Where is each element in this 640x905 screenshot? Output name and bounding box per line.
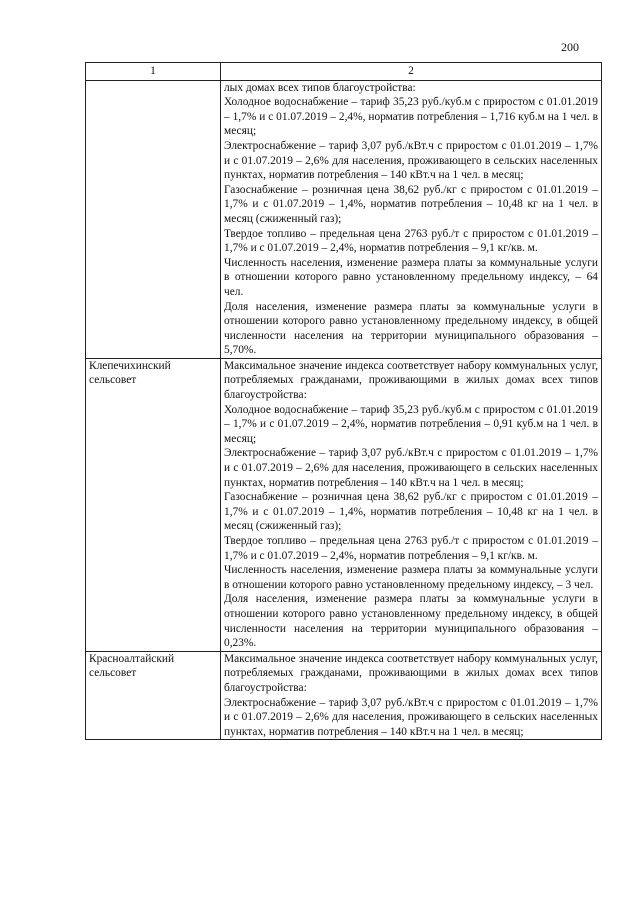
paragraph: Доля населения, изменение размера платы за коммунальные услуги в отношении которого равно установленному предельному индексу, в общей численности населения на территории муниципального образования – 5,70%. bbox=[224, 300, 598, 357]
data-table bbox=[85, 62, 602, 740]
paragraph: лых домах всех типов благоустройства: bbox=[224, 81, 416, 94]
paragraph: Твердое топливо – предельная цена 2763 руб./т с приростом с 01.01.2019 – 1,7% и с 01.07.2019 – 2,4%, норматив потребления – 9,1 кг/кв. м. bbox=[224, 535, 598, 562]
column-header-1: 1 bbox=[86, 63, 221, 81]
paragraph: Газоснабжение – розничная цена 38,62 руб./кг с приростом с 01.01.2019 – 1,7% и с 01.07.2019 – 1,4%, норматив потребления – 10,48 кг на 1 чел. в месяц (сжиженный газ); bbox=[224, 183, 598, 225]
paragraph: Электроснабжение – тариф 3,07 руб./кВт.ч с приростом с 01.01.2019 – 1,7% и с 01.07.2019 – 2,6% для населения, проживающего в сельских населенных пунктах, норматив потребления – 140 кВт.ч на 1 чел. в месяц; bbox=[224, 696, 598, 738]
description-cell bbox=[221, 651, 602, 740]
table-row bbox=[86, 651, 602, 740]
page-number: 200 bbox=[561, 40, 579, 54]
municipality-name-cell: Красноалтайский сельсовет bbox=[86, 651, 221, 740]
paragraph: Твердое топливо – предельная цена 2763 руб./т с приростом с 01.01.2019 – 1,7% и с 01.07.2019 – 2,4%, норматив потребления – 9,1 кг/кв. м. bbox=[224, 227, 598, 255]
description-cell bbox=[221, 80, 602, 358]
paragraph: Доля населения, изменение размера платы за коммунальные услуги в отношении которого равно установленному предельному индексу, в общей численности населения на территории муниципального образования – 0,23%. bbox=[224, 593, 598, 650]
paragraph: Электроснабжение – тариф 3,07 руб./кВт.ч с приростом с 01.01.2019 – 1,7% и с 01.07.2019 – 2,6% для населения, проживающего в сельских населенных пунктах, норматив потребления – 140 кВт.ч на 1 чел. в месяц; bbox=[224, 139, 598, 182]
municipality-name-cell: Клепечихинский сельсовет bbox=[86, 358, 221, 651]
table-row bbox=[86, 80, 602, 358]
description-cell bbox=[221, 358, 602, 651]
table-row bbox=[86, 358, 602, 651]
paragraph: Газоснабжение – розничная цена 38,62 руб./кг с приростом с 01.01.2019 – 1,7% и с 01.07.2019 – 1,4%, норматив потребления – 10,48 кг на 1 чел. в месяц (сжиженный газ); bbox=[224, 491, 598, 533]
municipality-name-cell bbox=[86, 80, 221, 358]
paragraph: Холодное водоснабжение – тариф 35,23 руб./куб.м с приростом с 01.01.2019 – 1,7% и с 01.07.2019 – 2,4%, норматив потребления – 0,91 куб.м на 1 чел. в месяц; bbox=[224, 403, 598, 445]
paragraph: Максимальное значение индекса соответствует набору коммунальных услуг, потребляемых гражданами, проживающими в жилых домах всех типов благоустройства: bbox=[224, 359, 598, 402]
paragraph: Холодное водоснабжение – тариф 35,23 руб./куб.м с приростом с 01.01.2019 – 1,7% и с 01.07.2019 – 2,4%, норматив потребления – 1,716 куб.м на 1 чел. в месяц; bbox=[224, 96, 598, 138]
table-header-row bbox=[86, 63, 602, 81]
paragraph: Электроснабжение – тариф 3,07 руб./кВт.ч с приростом с 01.01.2019 – 1,7% и с 01.07.2019 – 2,6% для населения, проживающего в сельских населенных пунктах, норматив потребления – 140 кВт.ч на 1 чел. в месяц; bbox=[224, 447, 598, 489]
paragraph: Численность населения, изменение размера платы за коммунальные услуги в отношении которого равно установленному предельному индексу, – 3 чел. bbox=[224, 564, 598, 591]
paragraph: Максимальное значение индекса соответствует набору коммунальных услуг, потребляемых гражданами, проживающими в жилых домах всех типов благоустройства: bbox=[224, 652, 598, 694]
paragraph: Численность населения, изменение размера платы за коммунальные услуги в отношении которого равно установленному предельному индексу, – 64 чел. bbox=[224, 256, 598, 298]
column-header-2: 2 bbox=[221, 63, 602, 81]
